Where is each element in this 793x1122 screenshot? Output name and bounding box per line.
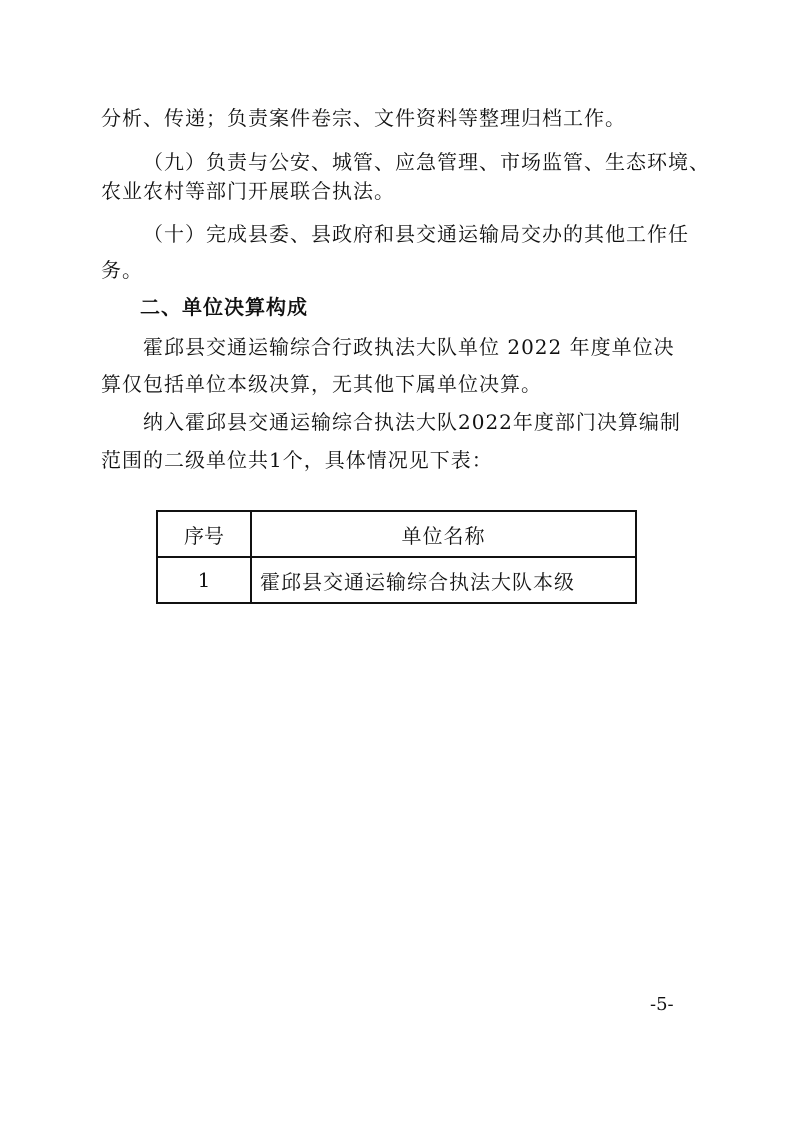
paragraph-line: （九）负责与公安、城管、应急管理、市场监管、生态环境、 (143, 150, 710, 174)
table-header-row (157, 511, 636, 557)
paragraph-line: 分析、传递；负责案件卷宗、文件资料等整理归档工作。 (101, 106, 626, 130)
paragraph-line: 农业农村等部门开展联合执法。 (101, 179, 395, 203)
paragraph-line: 算仅包括单位本级决算，无其他下属单位决算。 (101, 372, 542, 396)
paragraph-line: 务。 (101, 258, 143, 282)
cell-no: 1 (157, 557, 251, 603)
paragraph-line: 霍邱县交通运输综合行政执法大队单位 2022 年度单位决 (143, 335, 675, 359)
page-number: -5- (650, 994, 674, 1015)
section-heading: 二、单位决算构成 (140, 295, 308, 319)
header-cell-name: 单位名称 (251, 511, 636, 557)
unit-table (156, 510, 637, 604)
table-row (157, 557, 636, 603)
paragraph-line: 纳入霍邱县交通运输综合执法大队2022年度部门决算编制 (143, 410, 681, 434)
header-cell-no: 序号 (157, 511, 251, 557)
cell-name: 霍邱县交通运输综合执法大队本级 (251, 557, 636, 603)
paragraph-line: （十）完成县委、县政府和县交通运输局交办的其他工作任 (143, 222, 689, 246)
paragraph-line: 范围的二级单位共1个，具体情况见下表： (101, 448, 493, 472)
